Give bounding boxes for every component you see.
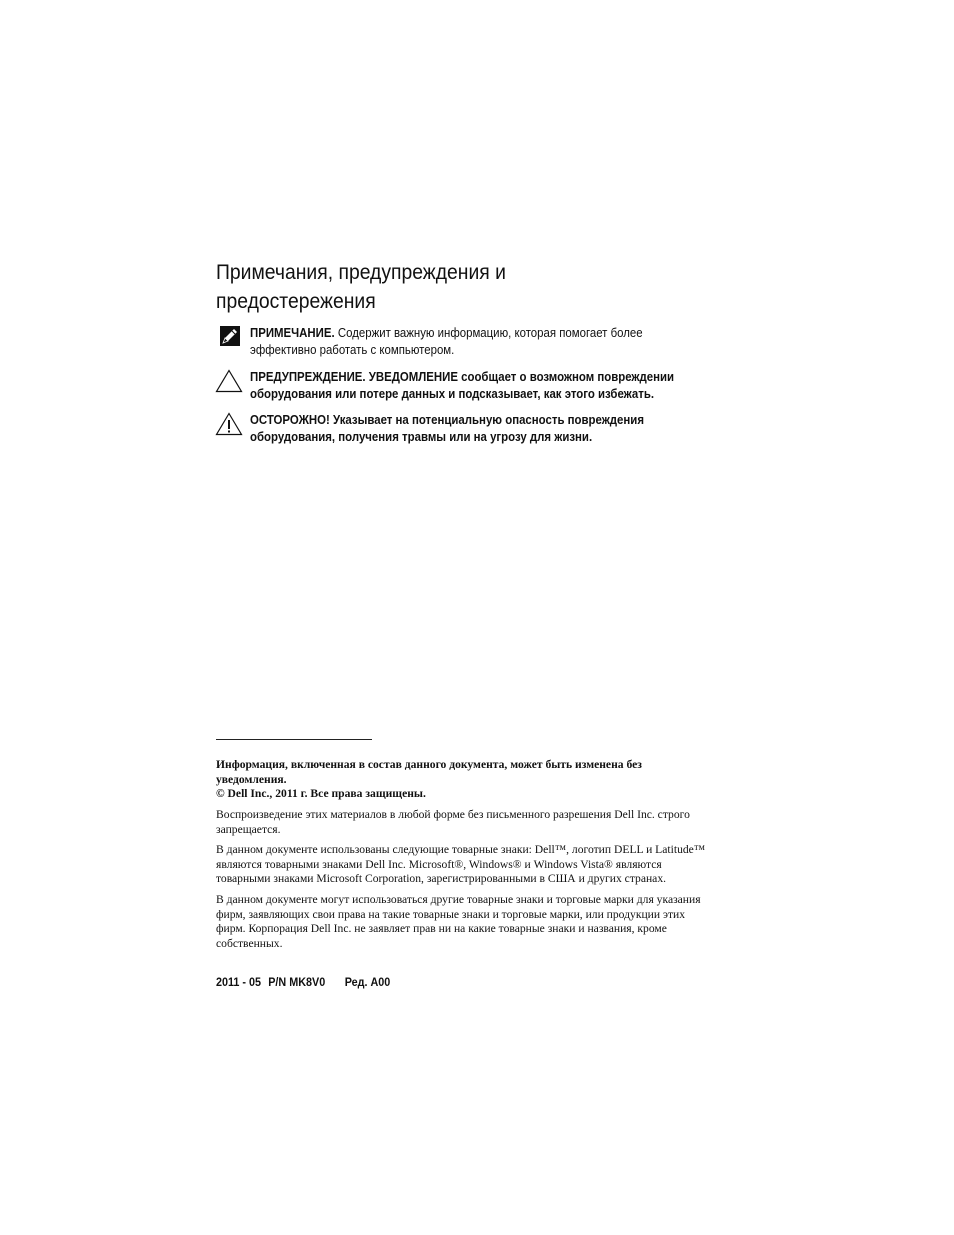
warning-line-2: оборудования, получения травмы или на угрозу для жизни. (250, 430, 593, 444)
warning-exclamation-icon (212, 412, 244, 438)
reproduction-line-2: запрещается. (216, 822, 281, 836)
caution-line-1: УВЕДОМЛЕНИЕ сообщает о возможном повреждении (365, 370, 675, 384)
warning-line-1: Указывает на потенциальную опасность повреждения (329, 413, 644, 427)
other-trademarks-line-4: собственных. (216, 936, 283, 950)
footer-revision: Ред. A00 (344, 975, 391, 989)
caution-text (250, 369, 736, 403)
page-title-line-1: Примечания, предупреждения и (216, 260, 506, 284)
warning-label: ОСТОРОЖНО! (250, 413, 330, 427)
document-footer (216, 975, 390, 989)
trademarks-line-3: товарными знаками Microsoft Corporation, зарегистрированными в США и других странах. (216, 872, 667, 886)
page-title-line-2: предостережения (216, 289, 376, 313)
trademarks-line-2: являются товарными знаками Dell Inc. Microsoft®, Windows® и Windows Vista® являются (216, 857, 662, 871)
note-text (250, 325, 736, 359)
note-label: ПРИМЕЧАНИЕ. (250, 326, 335, 340)
copyright-line: © Dell Inc., 2011 г. Все права защищены. (216, 787, 426, 801)
info-line-2: уведомления. (216, 772, 287, 786)
caution-label: ПРЕДУПРЕЖДЕНИЕ. (250, 370, 366, 384)
info-notice (216, 758, 746, 802)
page-title (216, 258, 720, 316)
note-line-1: Содержит важную информацию, которая помогает более (334, 326, 643, 340)
note-line-2: эффективно работать с компьютером. (250, 343, 455, 357)
other-trademarks-line-3: фирм. Корпорация Dell Inc. не заявляет прав ни на какие товарные знаки и названия, кроме (216, 922, 667, 936)
trademarks-notice (216, 843, 746, 887)
note-pencil-icon (212, 325, 244, 351)
caution-triangle-icon (212, 369, 244, 395)
caution-line-2: оборудования или потере данных и подсказывает, как этого избежать. (250, 387, 655, 401)
reproduction-notice (216, 808, 746, 837)
other-trademarks-line-2: фирм, заявляющих свои права на такие товарные знаки и торговые марки, или продукции этих (216, 907, 686, 921)
reproduction-line-1: Воспроизведение этих материалов в любой форме без письменного разрешения Dell Inc. строго (216, 808, 690, 821)
footer-part-number: P/N MK8V0 (268, 975, 326, 989)
divider-rule (216, 739, 372, 740)
info-line-1: Информация, включенная в состав данного документа, может быть изменена без (216, 758, 642, 771)
other-trademarks-line-1: В данном документе могут использоваться другие товарные знаки и торговые марки для указания (216, 893, 701, 906)
other-trademarks-notice (216, 893, 746, 951)
footer-date: 2011 - 05 (216, 975, 262, 989)
trademarks-line-1: В данном документе использованы следующие товарные знаки: Dell™, логотип DELL и Latitude™ (216, 843, 706, 856)
warning-text (250, 412, 736, 446)
